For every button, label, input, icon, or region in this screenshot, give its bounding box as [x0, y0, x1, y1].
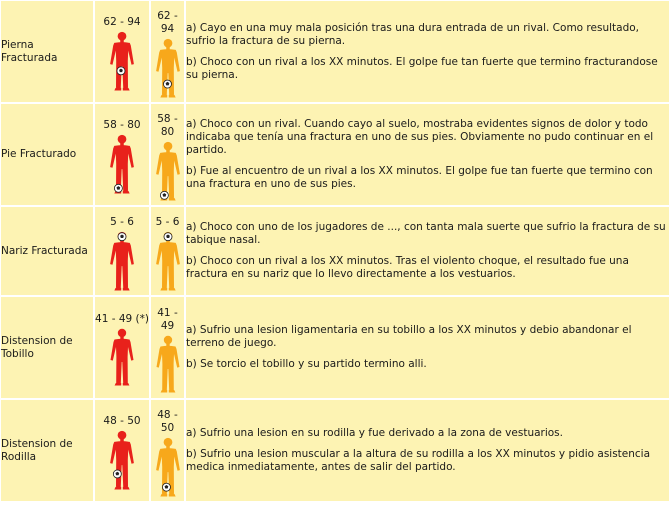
days-yellow-cell — [151, 207, 184, 295]
days-range-red: 41 - 49 (*) — [95, 313, 149, 325]
injury-marker-icon — [163, 80, 171, 88]
injury-description — [186, 400, 669, 501]
injury-marker-icon — [160, 191, 168, 199]
description-a: a) Sufrio una lesion ligamentaria en su tobillo a los XX minutos y debio abandonar el terreno de juego. — [186, 324, 632, 349]
red-body-icon — [107, 31, 137, 91]
days-red-cell — [95, 104, 149, 205]
days-yellow-cell — [151, 104, 184, 205]
red-body-icon — [107, 328, 137, 386]
injury-marker-icon — [113, 470, 121, 478]
injury-row — [1, 1, 669, 102]
days-range-yellow: 41 - 49 — [157, 306, 178, 332]
days-range-red: 62 - 94 — [103, 16, 141, 28]
days-yellow-cell — [151, 297, 184, 398]
injury-description — [186, 207, 669, 295]
days-range-yellow: 48 - 50 — [157, 408, 178, 434]
injury-name: Distension de Rodilla — [1, 400, 93, 501]
days-range-red: 58 - 80 — [103, 119, 141, 131]
injury-marker-icon — [162, 483, 170, 491]
yellow-body-icon — [153, 141, 183, 201]
injury-description — [186, 297, 669, 398]
days-range-yellow: 62 - 94 — [157, 9, 178, 35]
days-yellow-cell — [151, 1, 184, 102]
days-range-red: 48 - 50 — [103, 415, 141, 427]
injury-name: Distension de Tobillo — [1, 297, 93, 398]
red-body-icon — [107, 430, 137, 490]
injury-marker-icon — [114, 184, 122, 192]
description-a: a) Choco con uno de los jugadores de ..., con tanta mala suerte que sufrio la fractura de su tabique nasal. — [186, 221, 666, 246]
injury-row — [1, 400, 669, 501]
days-red-cell — [95, 1, 149, 102]
injury-marker-icon — [117, 67, 125, 75]
injury-marker-icon — [163, 232, 171, 240]
injury-description — [186, 1, 669, 102]
days-red-cell — [95, 297, 149, 398]
description-b: b) Fue al encuentro de un rival a los XX minutos. El golpe fue tan fuerte que termino con una fractura en uno de sus pies. — [186, 165, 653, 190]
description-b: b) Choco con un rival a los XX minutos. Tras el violento choque, el resultado fue una fractura en su nariz que lo llevo directamente a los vestuarios. — [186, 255, 629, 280]
days-red-cell — [95, 400, 149, 501]
injury-row — [1, 104, 669, 205]
yellow-body-icon — [153, 231, 183, 291]
yellow-body-icon — [153, 335, 183, 393]
injury-marker-icon — [118, 232, 126, 240]
injury-row — [1, 207, 669, 295]
red-body-icon — [107, 231, 137, 291]
days-yellow-cell — [151, 400, 184, 501]
description-a: a) Sufrio una lesion en su rodilla y fue derivado a la zona de vestuarios. — [186, 427, 563, 439]
injury-name: Nariz Fracturada — [1, 207, 93, 295]
red-body-icon — [107, 134, 137, 194]
description-a: a) Cayo en una muy mala posición tras una dura entrada de un rival. Como resultado, sufrio la fractura de su pierna. — [186, 21, 639, 47]
injury-row — [1, 297, 669, 398]
days-red-cell — [95, 207, 149, 295]
days-range-yellow: 5 - 6 — [155, 215, 180, 228]
injury-description — [186, 104, 669, 205]
description-b: b) Sufrio una lesion muscular a la altura de su rodilla a los XX minutos y pidio asistencia medica inmediatamente, antes de salir del partido. — [186, 448, 651, 473]
yellow-body-icon — [153, 38, 183, 98]
injury-name: Pie Fracturado — [1, 104, 93, 205]
days-range-red: 5 - 6 — [110, 215, 134, 228]
yellow-body-icon — [153, 437, 183, 497]
description-b: b) Choco con un rival a los XX minutos. El golpe fue tan fuerte que termino fracturandose su pierna. — [186, 55, 658, 81]
description-a: a) Choco con un rival. Cuando cayo al suelo, mostraba evidentes signos de dolor y todo indicaba que tenía una fractura en uno de sus pies. Obviamente no pudo continuar en el partido. — [186, 118, 654, 156]
injury-name: Pierna Fracturada — [1, 1, 93, 102]
days-range-yellow: 58 - 80 — [157, 112, 178, 138]
description-b: b) Se torcio el tobillo y su partido termino alli. — [186, 358, 427, 370]
